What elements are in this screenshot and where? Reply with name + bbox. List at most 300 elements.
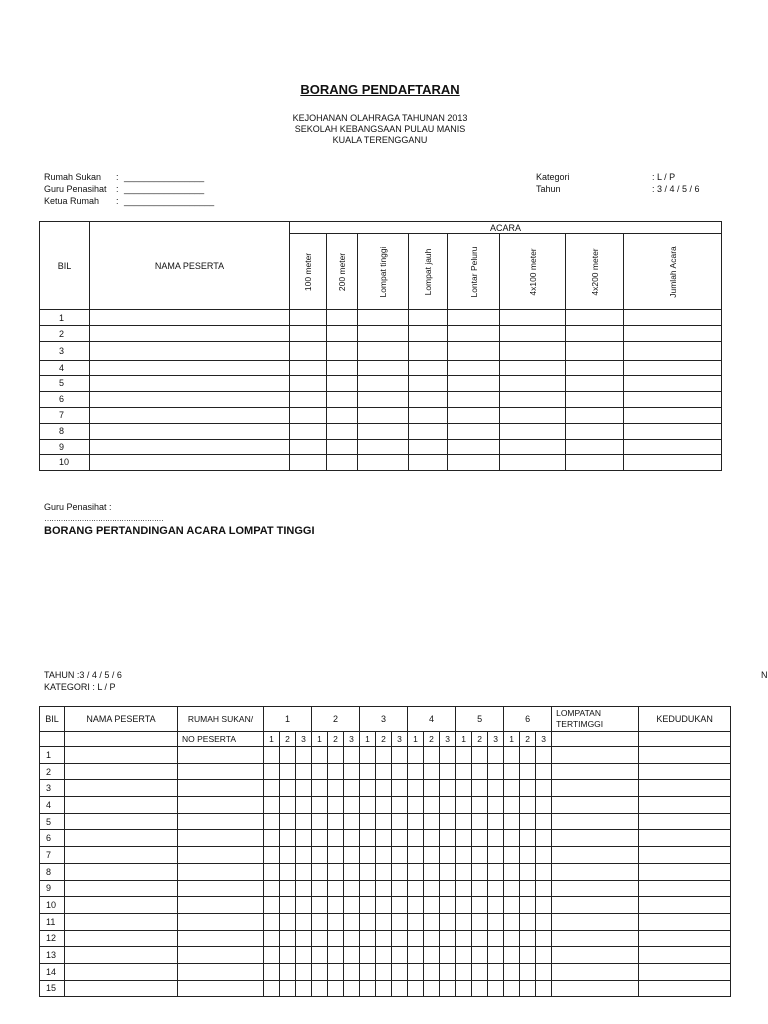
attempt-cell[interactable] (488, 780, 504, 797)
attempt-cell[interactable] (472, 847, 488, 864)
event-entry-cell[interactable] (358, 360, 409, 375)
attempt-cell[interactable] (440, 963, 456, 980)
attempt-cell[interactable] (312, 830, 328, 847)
attempt-cell[interactable] (520, 897, 536, 914)
attempt-cell[interactable] (344, 897, 360, 914)
house-number-cell[interactable] (178, 897, 264, 914)
attempt-cell[interactable] (344, 780, 360, 797)
attempt-cell[interactable] (376, 813, 392, 830)
participant-name-cell[interactable] (65, 963, 178, 980)
participant-name-cell[interactable] (90, 407, 290, 423)
event-entry-cell[interactable] (566, 407, 624, 423)
attempt-cell[interactable] (360, 763, 376, 780)
guru-penasihat-blank[interactable]: ________________ (124, 184, 205, 194)
participant-name-cell[interactable] (65, 813, 178, 830)
attempt-cell[interactable] (376, 747, 392, 764)
participant-name-cell[interactable] (65, 847, 178, 864)
attempt-cell[interactable] (328, 880, 344, 897)
attempt-cell[interactable] (536, 763, 552, 780)
attempt-cell[interactable] (440, 797, 456, 814)
attempt-cell[interactable] (312, 897, 328, 914)
attempt-cell[interactable] (504, 930, 520, 947)
attempt-cell[interactable] (280, 763, 296, 780)
attempt-cell[interactable] (408, 980, 424, 997)
attempt-cell[interactable] (312, 880, 328, 897)
event-entry-cell[interactable] (358, 439, 409, 454)
attempt-cell[interactable] (360, 913, 376, 930)
event-entry-cell[interactable] (624, 391, 722, 407)
attempt-cell[interactable] (328, 897, 344, 914)
event-entry-cell[interactable] (409, 375, 448, 391)
attempt-cell[interactable] (456, 863, 472, 880)
attempt-cell[interactable] (296, 863, 312, 880)
attempt-cell[interactable] (504, 880, 520, 897)
attempt-cell[interactable] (424, 980, 440, 997)
attempt-cell[interactable] (296, 813, 312, 830)
attempt-cell[interactable] (392, 963, 408, 980)
attempt-cell[interactable] (440, 780, 456, 797)
attempt-cell[interactable] (312, 947, 328, 964)
attempt-cell[interactable] (392, 980, 408, 997)
attempt-cell[interactable] (408, 780, 424, 797)
house-number-cell[interactable] (178, 980, 264, 997)
attempt-cell[interactable] (264, 780, 280, 797)
attempt-cell[interactable] (440, 747, 456, 764)
attempt-cell[interactable] (504, 747, 520, 764)
attempt-cell[interactable] (520, 747, 536, 764)
event-entry-cell[interactable] (500, 310, 566, 326)
attempt-cell[interactable] (536, 847, 552, 864)
attempt-cell[interactable] (424, 863, 440, 880)
participant-name-cell[interactable] (65, 780, 178, 797)
attempt-cell[interactable] (488, 813, 504, 830)
attempt-cell[interactable] (344, 947, 360, 964)
attempt-cell[interactable] (296, 930, 312, 947)
event-entry-cell[interactable] (290, 423, 327, 439)
attempt-cell[interactable] (536, 980, 552, 997)
attempt-cell[interactable] (392, 830, 408, 847)
best-jump-cell[interactable] (552, 780, 639, 797)
attempt-cell[interactable] (472, 930, 488, 947)
rank-cell[interactable] (639, 813, 731, 830)
attempt-cell[interactable] (344, 880, 360, 897)
attempt-cell[interactable] (328, 963, 344, 980)
participant-name-cell[interactable] (65, 863, 178, 880)
attempt-cell[interactable] (440, 763, 456, 780)
rank-cell[interactable] (639, 913, 731, 930)
event-entry-cell[interactable] (409, 423, 448, 439)
attempt-cell[interactable] (264, 980, 280, 997)
attempt-cell[interactable] (360, 947, 376, 964)
attempt-cell[interactable] (360, 847, 376, 864)
event-entry-cell[interactable] (327, 326, 358, 342)
attempt-cell[interactable] (312, 913, 328, 930)
attempt-cell[interactable] (520, 930, 536, 947)
attempt-cell[interactable] (408, 830, 424, 847)
event-entry-cell[interactable] (624, 310, 722, 326)
attempt-cell[interactable] (440, 863, 456, 880)
event-entry-cell[interactable] (566, 360, 624, 375)
event-entry-cell[interactable] (290, 407, 327, 423)
attempt-cell[interactable] (488, 847, 504, 864)
attempt-cell[interactable] (328, 930, 344, 947)
event-entry-cell[interactable] (327, 454, 358, 470)
attempt-cell[interactable] (424, 913, 440, 930)
attempt-cell[interactable] (280, 813, 296, 830)
attempt-cell[interactable] (424, 830, 440, 847)
attempt-cell[interactable] (488, 863, 504, 880)
event-entry-cell[interactable] (500, 407, 566, 423)
attempt-cell[interactable] (440, 847, 456, 864)
attempt-cell[interactable] (504, 830, 520, 847)
attempt-cell[interactable] (424, 897, 440, 914)
event-entry-cell[interactable] (409, 454, 448, 470)
attempt-cell[interactable] (312, 847, 328, 864)
attempt-cell[interactable] (392, 813, 408, 830)
attempt-cell[interactable] (296, 880, 312, 897)
attempt-cell[interactable] (456, 980, 472, 997)
best-jump-cell[interactable] (552, 863, 639, 880)
attempt-cell[interactable] (536, 880, 552, 897)
attempt-cell[interactable] (328, 747, 344, 764)
participant-name-cell[interactable] (90, 439, 290, 454)
event-entry-cell[interactable] (500, 375, 566, 391)
attempt-cell[interactable] (328, 863, 344, 880)
attempt-cell[interactable] (424, 930, 440, 947)
attempt-cell[interactable] (328, 913, 344, 930)
attempt-cell[interactable] (360, 830, 376, 847)
house-number-cell[interactable] (178, 830, 264, 847)
house-number-cell[interactable] (178, 797, 264, 814)
attempt-cell[interactable] (264, 847, 280, 864)
house-number-cell[interactable] (178, 813, 264, 830)
attempt-cell[interactable] (488, 980, 504, 997)
event-entry-cell[interactable] (409, 391, 448, 407)
attempt-cell[interactable] (424, 813, 440, 830)
attempt-cell[interactable] (344, 830, 360, 847)
attempt-cell[interactable] (376, 880, 392, 897)
event-entry-cell[interactable] (624, 407, 722, 423)
attempt-cell[interactable] (360, 813, 376, 830)
attempt-cell[interactable] (376, 780, 392, 797)
attempt-cell[interactable] (264, 863, 280, 880)
best-jump-cell[interactable] (552, 913, 639, 930)
attempt-cell[interactable] (328, 780, 344, 797)
attempt-cell[interactable] (360, 880, 376, 897)
house-number-cell[interactable] (178, 913, 264, 930)
event-entry-cell[interactable] (566, 423, 624, 439)
event-entry-cell[interactable] (327, 360, 358, 375)
attempt-cell[interactable] (344, 747, 360, 764)
participant-name-cell[interactable] (90, 342, 290, 360)
event-entry-cell[interactable] (358, 310, 409, 326)
event-entry-cell[interactable] (290, 375, 327, 391)
attempt-cell[interactable] (424, 780, 440, 797)
event-entry-cell[interactable] (327, 342, 358, 360)
attempt-cell[interactable] (408, 763, 424, 780)
event-entry-cell[interactable] (566, 439, 624, 454)
participant-name-cell[interactable] (90, 375, 290, 391)
attempt-cell[interactable] (360, 897, 376, 914)
attempt-cell[interactable] (280, 947, 296, 964)
event-entry-cell[interactable] (448, 326, 500, 342)
attempt-cell[interactable] (296, 847, 312, 864)
house-number-cell[interactable] (178, 747, 264, 764)
event-entry-cell[interactable] (290, 391, 327, 407)
attempt-cell[interactable] (504, 813, 520, 830)
house-number-cell[interactable] (178, 947, 264, 964)
event-entry-cell[interactable] (448, 310, 500, 326)
event-entry-cell[interactable] (290, 310, 327, 326)
attempt-cell[interactable] (376, 797, 392, 814)
attempt-cell[interactable] (536, 913, 552, 930)
attempt-cell[interactable] (296, 913, 312, 930)
attempt-cell[interactable] (280, 980, 296, 997)
attempt-cell[interactable] (328, 980, 344, 997)
attempt-cell[interactable] (312, 797, 328, 814)
attempt-cell[interactable] (360, 963, 376, 980)
attempt-cell[interactable] (280, 863, 296, 880)
attempt-cell[interactable] (360, 797, 376, 814)
attempt-cell[interactable] (376, 863, 392, 880)
participant-name-cell[interactable] (90, 391, 290, 407)
attempt-cell[interactable] (376, 763, 392, 780)
attempt-cell[interactable] (408, 897, 424, 914)
event-entry-cell[interactable] (566, 391, 624, 407)
attempt-cell[interactable] (344, 963, 360, 980)
event-entry-cell[interactable] (409, 326, 448, 342)
attempt-cell[interactable] (312, 930, 328, 947)
attempt-cell[interactable] (456, 847, 472, 864)
participant-name-cell[interactable] (65, 797, 178, 814)
attempt-cell[interactable] (296, 897, 312, 914)
event-entry-cell[interactable] (566, 454, 624, 470)
attempt-cell[interactable] (264, 813, 280, 830)
ketua-rumah-blank[interactable]: __________________ (124, 196, 215, 206)
attempt-cell[interactable] (472, 863, 488, 880)
attempt-cell[interactable] (344, 763, 360, 780)
attempt-cell[interactable] (408, 813, 424, 830)
event-entry-cell[interactable] (500, 360, 566, 375)
participant-name-cell[interactable] (65, 763, 178, 780)
attempt-cell[interactable] (472, 763, 488, 780)
attempt-cell[interactable] (456, 830, 472, 847)
attempt-cell[interactable] (328, 830, 344, 847)
rank-cell[interactable] (639, 797, 731, 814)
participant-name-cell[interactable] (90, 360, 290, 375)
best-jump-cell[interactable] (552, 830, 639, 847)
rank-cell[interactable] (639, 947, 731, 964)
attempt-cell[interactable] (360, 780, 376, 797)
attempt-cell[interactable] (504, 897, 520, 914)
event-entry-cell[interactable] (624, 360, 722, 375)
attempt-cell[interactable] (280, 747, 296, 764)
attempt-cell[interactable] (392, 863, 408, 880)
event-entry-cell[interactable] (358, 391, 409, 407)
attempt-cell[interactable] (456, 880, 472, 897)
event-entry-cell[interactable] (358, 342, 409, 360)
attempt-cell[interactable] (392, 930, 408, 947)
rank-cell[interactable] (639, 963, 731, 980)
attempt-cell[interactable] (392, 847, 408, 864)
attempt-cell[interactable] (504, 780, 520, 797)
attempt-cell[interactable] (392, 947, 408, 964)
house-number-cell[interactable] (178, 930, 264, 947)
attempt-cell[interactable] (472, 780, 488, 797)
attempt-cell[interactable] (312, 763, 328, 780)
best-jump-cell[interactable] (552, 797, 639, 814)
attempt-cell[interactable] (536, 897, 552, 914)
attempt-cell[interactable] (264, 880, 280, 897)
attempt-cell[interactable] (296, 947, 312, 964)
event-entry-cell[interactable] (327, 439, 358, 454)
attempt-cell[interactable] (392, 897, 408, 914)
house-number-cell[interactable] (178, 863, 264, 880)
attempt-cell[interactable] (312, 963, 328, 980)
attempt-cell[interactable] (536, 930, 552, 947)
attempt-cell[interactable] (344, 913, 360, 930)
event-entry-cell[interactable] (624, 326, 722, 342)
attempt-cell[interactable] (456, 897, 472, 914)
attempt-cell[interactable] (504, 947, 520, 964)
event-entry-cell[interactable] (500, 439, 566, 454)
attempt-cell[interactable] (456, 747, 472, 764)
attempt-cell[interactable] (344, 847, 360, 864)
participant-name-cell[interactable] (65, 930, 178, 947)
attempt-cell[interactable] (520, 830, 536, 847)
attempt-cell[interactable] (424, 763, 440, 780)
attempt-cell[interactable] (488, 880, 504, 897)
event-entry-cell[interactable] (327, 310, 358, 326)
attempt-cell[interactable] (424, 963, 440, 980)
attempt-cell[interactable] (536, 797, 552, 814)
attempt-cell[interactable] (376, 897, 392, 914)
attempt-cell[interactable] (424, 847, 440, 864)
attempt-cell[interactable] (312, 780, 328, 797)
attempt-cell[interactable] (296, 980, 312, 997)
attempt-cell[interactable] (312, 863, 328, 880)
event-entry-cell[interactable] (500, 326, 566, 342)
event-entry-cell[interactable] (290, 342, 327, 360)
attempt-cell[interactable] (328, 797, 344, 814)
best-jump-cell[interactable] (552, 813, 639, 830)
advisor-signature-line[interactable]: …………………………………………… (44, 514, 163, 523)
attempt-cell[interactable] (488, 930, 504, 947)
participant-name-cell[interactable] (90, 454, 290, 470)
attempt-cell[interactable] (280, 847, 296, 864)
attempt-cell[interactable] (408, 847, 424, 864)
attempt-cell[interactable] (296, 830, 312, 847)
attempt-cell[interactable] (504, 847, 520, 864)
attempt-cell[interactable] (520, 780, 536, 797)
attempt-cell[interactable] (440, 947, 456, 964)
participant-name-cell[interactable] (90, 326, 290, 342)
house-number-cell[interactable] (178, 780, 264, 797)
attempt-cell[interactable] (376, 847, 392, 864)
attempt-cell[interactable] (280, 880, 296, 897)
event-entry-cell[interactable] (327, 423, 358, 439)
event-entry-cell[interactable] (358, 375, 409, 391)
attempt-cell[interactable] (472, 813, 488, 830)
rank-cell[interactable] (639, 763, 731, 780)
attempt-cell[interactable] (344, 797, 360, 814)
attempt-cell[interactable] (472, 880, 488, 897)
attempt-cell[interactable] (328, 763, 344, 780)
attempt-cell[interactable] (520, 863, 536, 880)
attempt-cell[interactable] (504, 980, 520, 997)
attempt-cell[interactable] (392, 747, 408, 764)
attempt-cell[interactable] (536, 747, 552, 764)
event-entry-cell[interactable] (290, 360, 327, 375)
best-jump-cell[interactable] (552, 980, 639, 997)
attempt-cell[interactable] (440, 980, 456, 997)
attempt-cell[interactable] (456, 813, 472, 830)
attempt-cell[interactable] (504, 913, 520, 930)
participant-name-cell[interactable] (65, 897, 178, 914)
rank-cell[interactable] (639, 830, 731, 847)
attempt-cell[interactable] (520, 980, 536, 997)
attempt-cell[interactable] (488, 947, 504, 964)
attempt-cell[interactable] (296, 963, 312, 980)
attempt-cell[interactable] (344, 813, 360, 830)
best-jump-cell[interactable] (552, 747, 639, 764)
attempt-cell[interactable] (328, 813, 344, 830)
attempt-cell[interactable] (424, 747, 440, 764)
attempt-cell[interactable] (344, 980, 360, 997)
attempt-cell[interactable] (280, 913, 296, 930)
rank-cell[interactable] (639, 980, 731, 997)
attempt-cell[interactable] (280, 830, 296, 847)
attempt-cell[interactable] (488, 797, 504, 814)
best-jump-cell[interactable] (552, 897, 639, 914)
rumah-sukan-blank[interactable]: ________________ (124, 172, 205, 182)
event-entry-cell[interactable] (409, 439, 448, 454)
attempt-cell[interactable] (312, 747, 328, 764)
event-entry-cell[interactable] (500, 391, 566, 407)
attempt-cell[interactable] (360, 747, 376, 764)
attempt-cell[interactable] (440, 813, 456, 830)
attempt-cell[interactable] (392, 880, 408, 897)
attempt-cell[interactable] (440, 830, 456, 847)
attempt-cell[interactable] (264, 963, 280, 980)
event-entry-cell[interactable] (409, 407, 448, 423)
attempt-cell[interactable] (264, 830, 280, 847)
attempt-cell[interactable] (360, 863, 376, 880)
attempt-cell[interactable] (296, 763, 312, 780)
best-jump-cell[interactable] (552, 880, 639, 897)
attempt-cell[interactable] (520, 913, 536, 930)
attempt-cell[interactable] (536, 780, 552, 797)
attempt-cell[interactable] (376, 830, 392, 847)
attempt-cell[interactable] (488, 830, 504, 847)
event-entry-cell[interactable] (500, 454, 566, 470)
attempt-cell[interactable] (264, 913, 280, 930)
attempt-cell[interactable] (472, 913, 488, 930)
event-entry-cell[interactable] (358, 326, 409, 342)
attempt-cell[interactable] (456, 963, 472, 980)
attempt-cell[interactable] (488, 763, 504, 780)
attempt-cell[interactable] (376, 913, 392, 930)
best-jump-cell[interactable] (552, 930, 639, 947)
attempt-cell[interactable] (424, 797, 440, 814)
attempt-cell[interactable] (408, 913, 424, 930)
attempt-cell[interactable] (472, 830, 488, 847)
attempt-cell[interactable] (280, 780, 296, 797)
attempt-cell[interactable] (536, 963, 552, 980)
attempt-cell[interactable] (408, 880, 424, 897)
attempt-cell[interactable] (536, 863, 552, 880)
attempt-cell[interactable] (472, 963, 488, 980)
